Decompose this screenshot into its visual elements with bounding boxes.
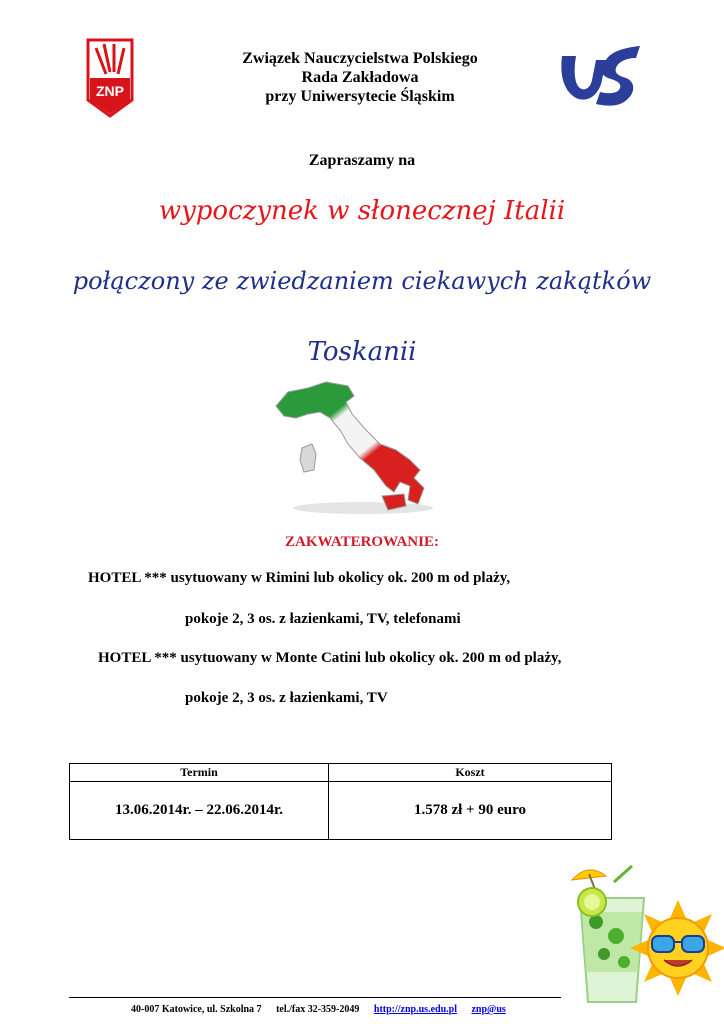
svg-text:ZNP: ZNP bbox=[96, 83, 124, 99]
accommodation-heading: ZAKWATEROWANIE: bbox=[285, 534, 439, 550]
org-council: Rada Zakładowa bbox=[301, 69, 419, 86]
footer-phone: tel./fax 32-359-2049 bbox=[276, 1004, 360, 1015]
italy-flag-map bbox=[268, 378, 458, 516]
title-line-3: Toskanii bbox=[307, 337, 417, 367]
znp-logo bbox=[82, 38, 138, 118]
org-header bbox=[150, 49, 570, 106]
invite-text: Zapraszamy na bbox=[308, 152, 416, 169]
org-name: Związek Nauczycielstwa Polskiego bbox=[242, 50, 478, 67]
table-row bbox=[70, 782, 612, 840]
term-value: 13.06.2014r. – 22.06.2014r. bbox=[70, 782, 329, 840]
hotel-rimini: HOTEL *** usytuowany w Rimini lub okolicy ok. 200 m od plaży, bbox=[88, 570, 511, 586]
header-cost: Koszt bbox=[329, 764, 612, 782]
us-logo bbox=[556, 42, 644, 108]
rooms-monte-catini: pokoje 2, 3 os. z łazienkami, TV bbox=[185, 690, 388, 706]
summer-drink-sun-illustration bbox=[566, 862, 724, 1012]
footer-address: 40-007 Katowice, ul. Szkolna 7 bbox=[131, 1004, 262, 1015]
rooms-rimini: pokoje 2, 3 os. z łazienkami, TV, telefonami bbox=[185, 611, 461, 627]
hotel-monte-catini: HOTEL *** usytuowany w Monte Catini lub okolicy ok. 200 m od plaży, bbox=[98, 650, 562, 666]
footer-divider bbox=[69, 997, 561, 998]
footer-website-link[interactable]: http://znp.us.edu.pl bbox=[373, 1004, 457, 1015]
title-line-1: wypoczynek w słonecznej Italii bbox=[158, 196, 566, 226]
offer-table bbox=[69, 763, 612, 840]
table-header-row bbox=[70, 764, 612, 782]
header-term: Termin bbox=[70, 764, 329, 782]
cost-value: 1.578 zł + 90 euro bbox=[329, 782, 612, 840]
title-line-2: połączony ze zwiedzaniem ciekawych zakątków bbox=[72, 267, 652, 295]
org-university: przy Uniwersytecie Śląskim bbox=[265, 88, 455, 105]
footer-email-link[interactable]: znp@us bbox=[471, 1004, 506, 1015]
footer bbox=[131, 1004, 565, 1015]
